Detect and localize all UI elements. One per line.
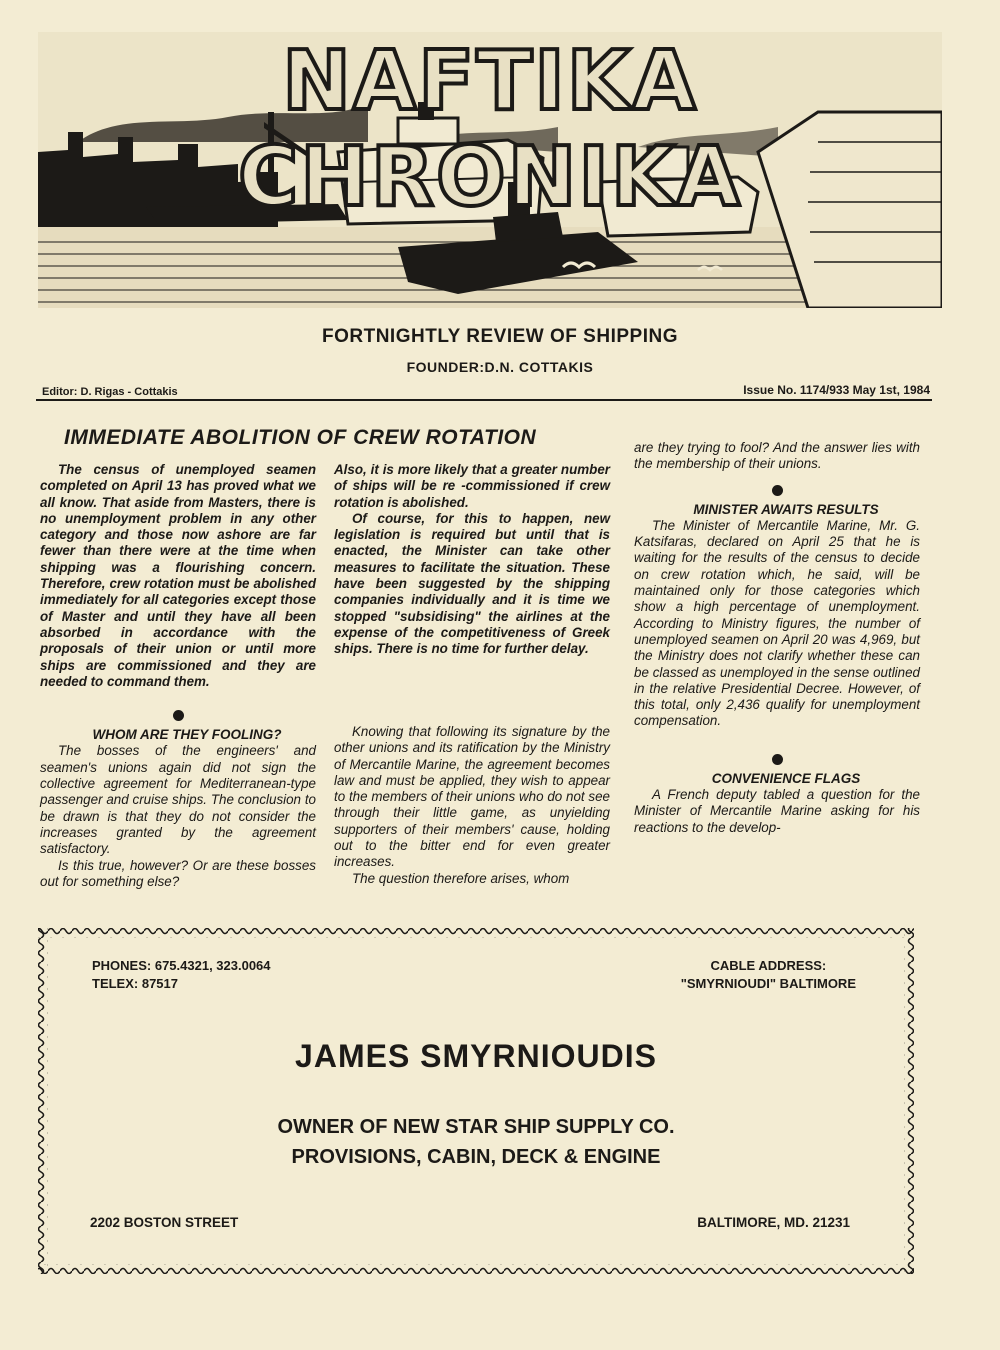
ad-street-address: 2202 BOSTON STREET [90,1215,239,1230]
masthead-title: NAFTIKA CHRONIKA [238,34,742,225]
subheading: MINISTER AWAITS RESULTS [693,501,879,517]
column-1 [40,462,316,890]
owner-line: OWNER OF NEW STAR SHIP SUPPLY CO. [277,1116,675,1138]
paragraph: The census of unemployed seamen completed on April 13 has proved what we all know. That aside from Masters, there is no unemployment problem in any other category and those now ashore are far fewer than there were at the time when shipping was a flourishing concern. Therefore, crew rotation must be abolished immediately for all categories except those of Master and until they have all been absorbed in accordance with the proposals of their union or until more ships are commissioned and they are needed to command them. [40,462,316,689]
paragraph: Also, it is more likely that a greater number of ships will be re -commissioned if crew rotation is abolished. [334,462,610,510]
paragraph: The bosses of the engineers' and seamen's unions again did not sign the collective agreement for Mediterranean-type passenger and cruise ships. The conclusion to be drawn is that they do not consider the increases granted by the agreement satisfactory. [40,743,316,857]
bullet-divider [173,710,184,721]
ad-phones [92,957,271,993]
subheading: CONVENIENCE FLAGS [711,770,861,786]
phones-text: PHONES: 675.4321, 323.0064 [92,958,271,973]
services-line: PROVISIONS, CABIN, DECK & ENGINE [291,1146,661,1168]
article-headline: IMMEDIATE ABOLITION OF CREW ROTATION [64,426,537,449]
issue-line: Issue No. 1174/933 May 1st, 1984 [743,383,930,397]
telex-text: TELEX: 87517 [92,976,178,991]
header-rule [36,399,932,401]
ad-city: BALTIMORE, MD. 21231 [697,1215,850,1230]
paragraph: Is this true, however? Or are these bosses out for something else? [40,857,316,889]
ad-cable-address [681,957,856,993]
paragraph: The question therefore arises, whom [352,870,570,886]
bullet-divider [772,485,783,496]
publication-subtitle: FORTNIGHTLY REVIEW OF SHIPPING [322,326,678,347]
paragraph: are they trying to fool? And the answer lies with the membership of their unions. [634,440,920,472]
paragraph: A French deputy tabled a question for the Minister of Mercantile Marine asking for his reactions to the develop- [634,787,920,835]
cable-value: "SMYRNIOUDI" BALTIMORE [680,976,856,991]
column-2-lower [334,724,610,887]
paragraph: The Minister of Mercantile Marine, Mr. G. Katsifaras, declared on April 25 that he is waiting for the results of the census to decide on crew rotation which, he said, will be maintained only for those categories which show a high percentage of unemployment. According to Ministry figures, the number of unemployed seamen on April 20 was 4,969, but the Ministry does not clarify whether these can be classed as unemployed in the sense outlined in the relative Presidential Decree. However, of this total, only 2,436 qualify for unemployment compensation. [634,517,920,729]
column-3 [634,440,920,836]
ad-company-name: JAMES SMYRNIOUDIS [295,1038,657,1074]
ad-description [36,1112,916,1172]
paragraph: Of course, for this to happen, new legislation is required but until that is enacted, the Minister can take other measures to facilitate the situation. These have been suggested by the shipping companies individually and it is time we stopped "subsidising" the airlines at the expense of the competitiveness of Greek ships. There is no time for further delay. [334,510,610,657]
editor-line: Editor: D. Rigas - Cottakis [42,386,178,398]
paragraph: Knowing that following its signature by the other unions and its ratification by the Ministry of Mercantile Marine, the agreement becomes law and must be applied, they wish to appear to the members of their unions who do not see through their little game, as unyielding supporters of their members' cause, holding out to the bitter end for even greater increases. [334,724,610,870]
founder-line: FOUNDER:D.N. COTTAKIS [406,359,594,375]
subheading: WHOM ARE THEY FOOLING? [92,727,282,743]
column-2 [334,462,610,658]
advertisement [36,926,916,1276]
masthead [38,32,942,308]
bullet-divider [772,754,783,765]
cable-label: CABLE ADDRESS: [710,958,827,973]
